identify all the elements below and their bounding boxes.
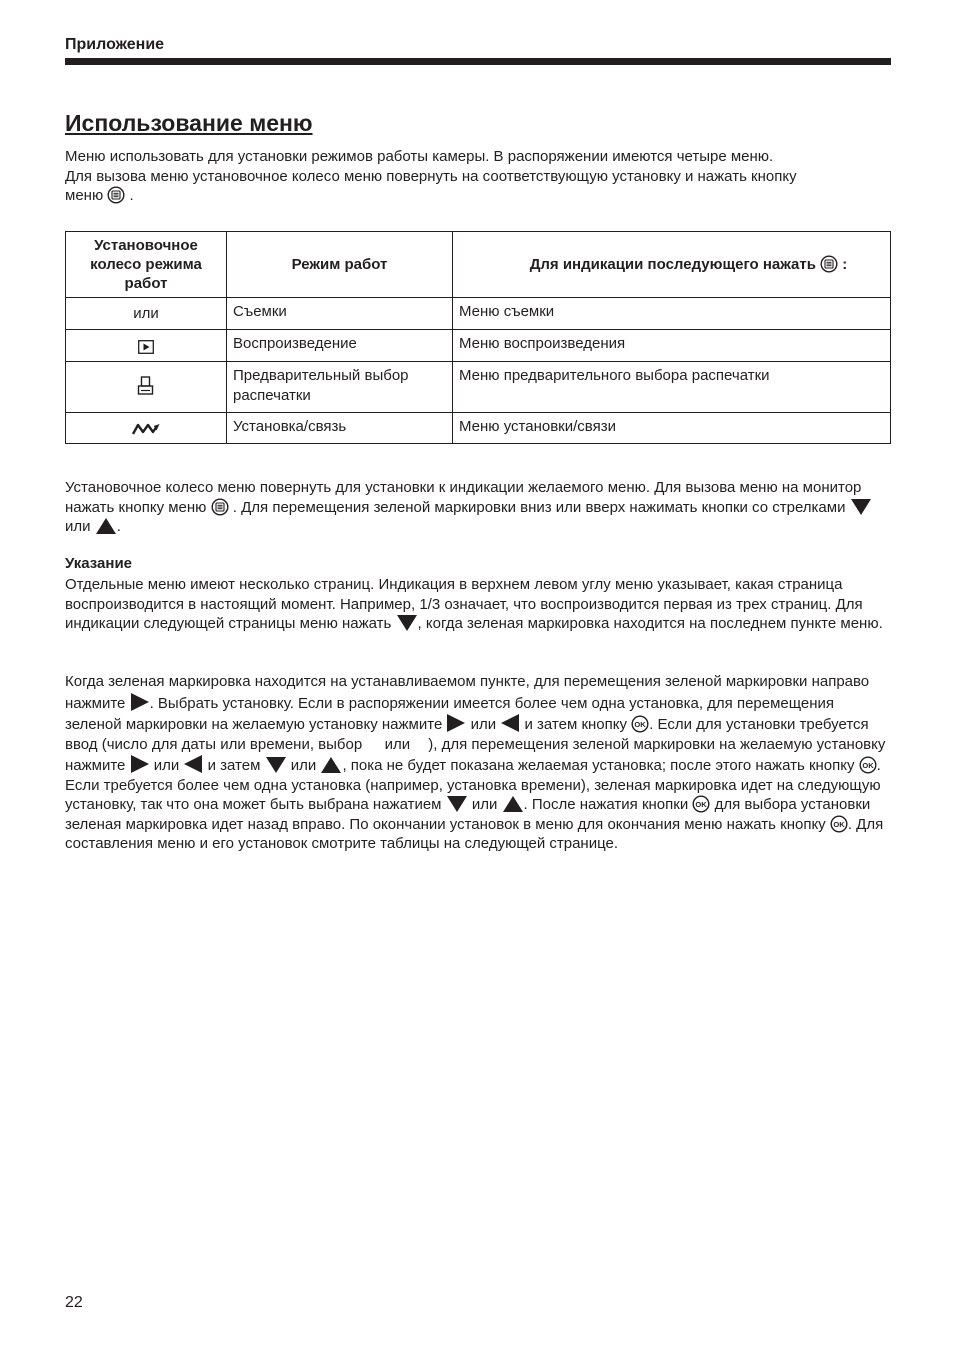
wheel-cell [66, 362, 227, 413]
sel-text-6: или [384, 735, 411, 753]
header-indicate-text: Для индикации последующего нажать [529, 256, 816, 273]
menu-button-icon [107, 186, 125, 204]
intro-line-3a: меню [65, 187, 104, 204]
header-rule [65, 58, 891, 65]
table-row [66, 298, 891, 330]
nav-text-1: Установочное колесо меню повернуть для установки к индикации желаемого меню. Для вызова меню на монитор нажать кнопку меню [65, 479, 862, 516]
arrow-down-icon [850, 498, 872, 516]
menu-cell: Меню воспроизведения [453, 330, 891, 362]
sel-text-7: ), для перемещения зеленой маркировки на желаемую установку нажмите [65, 735, 886, 774]
mode-cell: Установка/связь [227, 413, 453, 444]
menu-button-icon [211, 498, 229, 516]
intro-line-1: Меню использовать для установки режимов работы камеры. В распоряжении имеются четыре меню. [65, 148, 774, 165]
svg-text:OK: OK [833, 819, 845, 829]
svg-text:OK: OK [862, 760, 874, 770]
mode-cell: Съемки [227, 298, 453, 330]
arrow-down-icon [446, 795, 468, 813]
sel-text-8: или [153, 757, 180, 774]
wheel-cell [66, 413, 227, 444]
sel-text-4: и затем кнопку [524, 716, 628, 733]
arrow-up-icon [320, 756, 342, 774]
sel-text-14: . После нажатия кнопки [523, 796, 689, 813]
ok-button-icon [692, 795, 710, 813]
mode-cell: Воспроизведение [227, 330, 453, 362]
ok-button-icon [830, 815, 848, 833]
arrow-left-icon [500, 713, 520, 733]
menu-button-icon [820, 255, 838, 273]
table-row [66, 362, 891, 413]
arrow-up-icon [502, 795, 524, 813]
arrow-down-icon [265, 756, 287, 774]
note-text-1: Отдельные меню имеют несколько страниц. Индикация в верхнем левом углу меню указывает, какая страница воспроизводится в настоящий момент. Например, 1/3 означает, что воспроизводится первая из трех страниц. Для индикации следующей страницы меню нажать [65, 576, 863, 632]
sel-text-9: и затем [207, 757, 261, 774]
menu-table [65, 231, 891, 444]
arrow-down-icon [396, 614, 418, 632]
note-heading: Указание [65, 555, 133, 572]
note-text-2: , когда зеленая маркировка находится на последнем пункте меню. [417, 615, 883, 632]
setup-connection-icon [131, 422, 161, 436]
header-indicate-suffix: : [842, 256, 848, 273]
ok-button-icon [859, 756, 877, 774]
menu-cell: Меню предварительного выбора распечатки [453, 362, 891, 413]
menu-cell: Меню съемки [453, 298, 891, 330]
selection-paragraph [65, 672, 891, 854]
intro-line-3b: . [129, 187, 134, 204]
arrow-up-icon [95, 517, 117, 535]
wheel-or-text: или [133, 304, 159, 322]
mode-cell: Предварительный выбор распечатки [227, 362, 453, 413]
svg-text:OK: OK [695, 799, 708, 809]
sel-text-2: . Выбрать установку. Если в распоряжении имеется более чем одна установка, для перемещения зеленой маркировки на желаемую установку нажмите [65, 694, 835, 733]
header-mode: Режим работ [227, 232, 453, 298]
sel-text-12: . Если требуется более чем одна установка (например, установка времени), зеленая маркировка идет на следующую установку, так что она может быть выбрана нажатием [65, 757, 881, 813]
arrow-down-blank-icon [414, 735, 428, 753]
arrow-right-icon [446, 713, 466, 733]
arrow-right-icon [130, 754, 150, 774]
sel-text-11: , пока не будет показана желаемая установка; после этого нажать кнопку [342, 757, 855, 774]
intro-line-2: Для вызова меню установочное колесо меню повернуть на соответствующую установку и нажать кнопку [65, 167, 797, 185]
ok-button-icon [631, 715, 649, 733]
page-number: 22 [65, 1294, 83, 1311]
nav-text-2: . Для перемещения зеленой маркировки вниз или вверх нажимать кнопки со стрелками [232, 498, 846, 516]
wheel-cell [66, 330, 227, 362]
arrow-up-blank-icon [366, 735, 380, 753]
sel-text-15: для выбора установки зеленая маркировка идет назад вправо. По окончании установок в меню для окончания меню нажать кнопку [65, 796, 871, 833]
nav-text-4: . [116, 518, 121, 535]
sel-text-13: или [471, 796, 498, 813]
sel-text-10: или [290, 757, 317, 774]
sel-text-5: . Если для установки требуется ввод (число для даты или времени, выбор [65, 716, 869, 753]
wheel-cell [66, 298, 227, 330]
sel-text-1: Когда зеленая маркировка находится на устанавливаемом пункте, для перемещения зеленой маркировки направо нажмите [65, 673, 870, 712]
playback-icon [138, 340, 154, 354]
page-title: Использование меню [65, 110, 313, 136]
print-icon [137, 376, 155, 396]
sel-text-16: . Для составления меню и его установок смотрите таблицы на следующей странице. [65, 815, 884, 852]
intro-paragraph [65, 147, 891, 206]
header-wheel: Установочное колесо режима работ [66, 232, 227, 298]
arrow-left-icon [183, 754, 203, 774]
nav-text-3: или [65, 518, 91, 535]
table-row [66, 413, 891, 444]
svg-text:OK: OK [634, 719, 646, 729]
navigation-paragraph [65, 478, 891, 537]
sel-text-3: или [470, 716, 497, 733]
table-row [66, 330, 891, 362]
section-label: Приложение [65, 36, 165, 53]
header-indicate [453, 232, 891, 298]
note-paragraph [65, 575, 891, 634]
arrow-right-icon [130, 692, 150, 712]
menu-cell: Меню установки/связи [453, 413, 891, 444]
table-header-row [66, 232, 891, 298]
